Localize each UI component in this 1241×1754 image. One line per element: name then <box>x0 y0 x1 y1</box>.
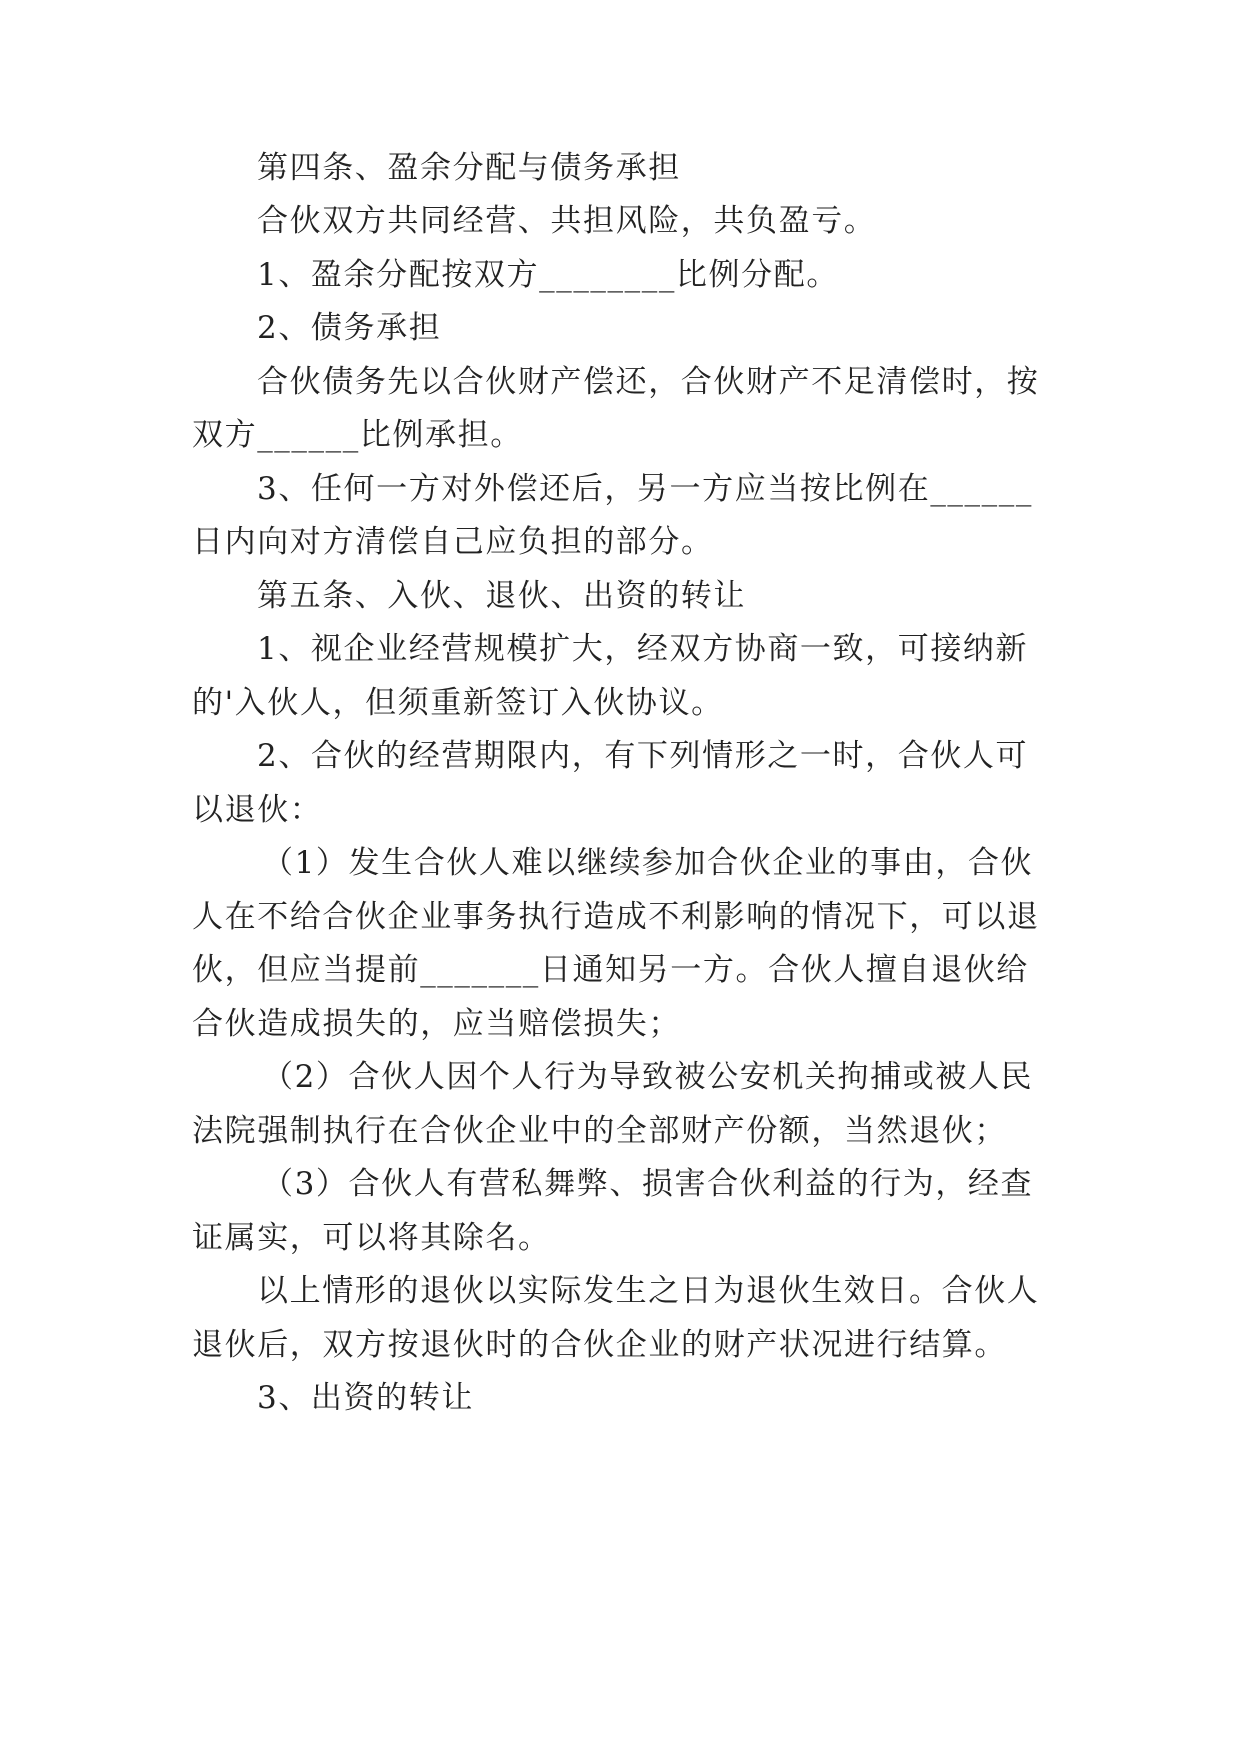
paragraph-line: （1）发生合伙人难以继续参加合伙企业的事由，合伙 <box>262 845 1034 881</box>
paragraph-line: 人在不给合伙企业事务执行造成不利影响的情况下，可以退 <box>192 899 1040 935</box>
paragraph-line: 1、视企业经营规模扩大，经双方协商一致，可接纳新 <box>257 631 1029 667</box>
paragraph-line: （3）合伙人有营私舞弊、损害合伙利益的行为，经查 <box>262 1166 1034 1202</box>
paragraph-line: 伙，但应当提前_______日通知另一方。合伙人擅自退伙给 <box>192 952 1029 988</box>
paragraph-line: 日内向对方清偿自己应负担的部分。 <box>192 524 714 560</box>
paragraph-line: 的'入伙人，但须重新签订入伙协议。 <box>192 685 724 721</box>
paragraph-line: 合伙债务先以合伙财产偿还，合伙财产不足清偿时，按 <box>257 364 1040 400</box>
paragraph-line: 以上情形的退伙以实际发生之日为退伙生效日。合伙人 <box>257 1273 1040 1309</box>
paragraph-line: （2）合伙人因个人行为导致被公安机关拘捕或被人民 <box>262 1059 1034 1095</box>
paragraph-line: 2、合伙的经营期限内，有下列情形之一时，合伙人可 <box>257 738 1029 774</box>
article-5-heading: 第五条、入伙、退伙、出资的转让 <box>257 578 746 614</box>
paragraph-line: 双方______比例承担。 <box>192 417 523 453</box>
article-4-heading: 第四条、盈余分配与债务承担 <box>257 150 681 186</box>
paragraph-line: 3、出资的转让 <box>257 1380 474 1416</box>
paragraph-line: 以退伙： <box>192 792 323 828</box>
paragraph-line: 证属实，可以将其除名。 <box>192 1220 551 1256</box>
paragraph-line: 2、债务承担 <box>257 310 442 346</box>
paragraph-line: 合伙造成损失的，应当赔偿损失； <box>192 1006 681 1042</box>
paragraph-line: 3、任何一方对外偿还后，另一方应当按比例在______ <box>257 471 1033 507</box>
paragraph-line: 1、盈余分配按双方________比例分配。 <box>257 257 839 293</box>
paragraph-line: 法院强制执行在合伙企业中的全部财产份额，当然退伙； <box>192 1113 1007 1149</box>
paragraph-line: 合伙双方共同经营、共担风险，共负盈亏。 <box>257 203 877 239</box>
paragraph-line: 退伙后，双方按退伙时的合伙企业的财产状况进行结算。 <box>192 1327 1007 1363</box>
